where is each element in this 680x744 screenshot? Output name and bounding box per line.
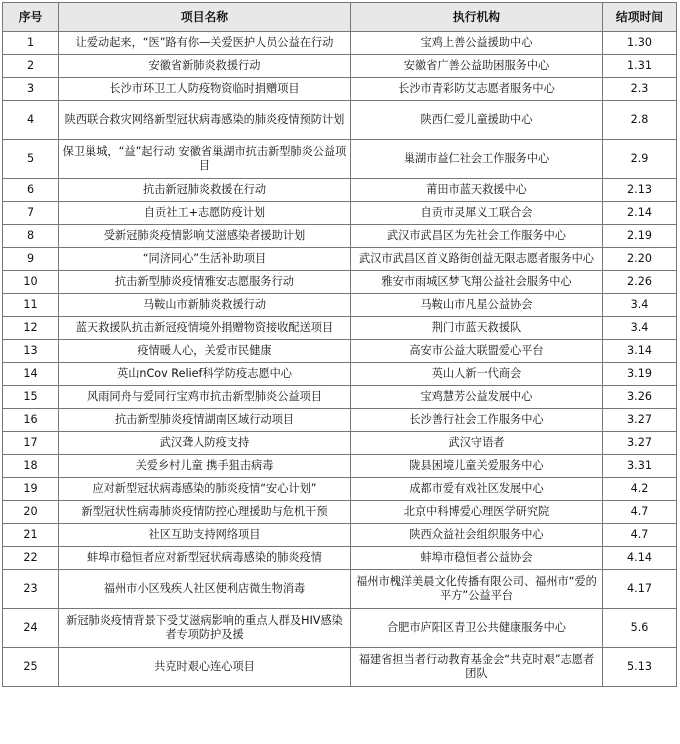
cell-index: 8 — [3, 225, 59, 248]
cell-project-name: 陕西联合救灾网络新型冠状病毒感染的肺炎疫情预防计划 — [59, 101, 351, 140]
cell-index: 17 — [3, 432, 59, 455]
cell-index: 15 — [3, 386, 59, 409]
cell-organization: 蚌埠市稳恒者公益协会 — [351, 547, 603, 570]
cell-completion-time: 3.26 — [603, 386, 677, 409]
cell-index: 13 — [3, 340, 59, 363]
cell-completion-time: 3.4 — [603, 317, 677, 340]
cell-organization: 宝鸡慧芳公益发展中心 — [351, 386, 603, 409]
cell-project-name: 受新冠肺炎疫情影响艾滋感染者援助计划 — [59, 225, 351, 248]
cell-project-name: 抗击新冠肺炎救援在行动 — [59, 179, 351, 202]
cell-completion-time: 4.7 — [603, 501, 677, 524]
table-row — [3, 648, 677, 687]
cell-project-name: 抗击新型肺炎疫情湖南区域行动项目 — [59, 409, 351, 432]
cell-project-name: 新型冠状性病毒肺炎疫情防控心理援助与危机干预 — [59, 501, 351, 524]
cell-completion-time: 1.30 — [603, 32, 677, 55]
cell-project-name: 保卫巢城，“益”起行动 安徽省巢湖市抗击新型肺炎公益项目 — [59, 140, 351, 179]
cell-index: 11 — [3, 294, 59, 317]
cell-project-name: 自贡社工+志愿防疫计划 — [59, 202, 351, 225]
cell-organization: 自贡市灵犀义工联合会 — [351, 202, 603, 225]
cell-index: 25 — [3, 648, 59, 687]
cell-organization: 雅安市雨城区梦飞翔公益社会服务中心 — [351, 271, 603, 294]
cell-project-name: 长沙市环卫工人防疫物资临时捐赠项目 — [59, 78, 351, 101]
cell-project-name: 马鞍山市新肺炎救援行动 — [59, 294, 351, 317]
cell-completion-time: 2.14 — [603, 202, 677, 225]
cell-organization: 高安市公益大联盟爱心平台 — [351, 340, 603, 363]
table-row — [3, 478, 677, 501]
table-row — [3, 271, 677, 294]
table-row — [3, 340, 677, 363]
table-row — [3, 501, 677, 524]
cell-index: 5 — [3, 140, 59, 179]
table-row — [3, 140, 677, 179]
cell-organization: 长沙市青彩防艾志愿者服务中心 — [351, 78, 603, 101]
cell-completion-time: 2.8 — [603, 101, 677, 140]
cell-organization: 武汉市武昌区首义路街创益无限志愿者服务中心 — [351, 248, 603, 271]
cell-organization: 陇县困境儿童关爱服务中心 — [351, 455, 603, 478]
cell-project-name: 疫情暖人心，关爱市民健康 — [59, 340, 351, 363]
table-row — [3, 78, 677, 101]
cell-index: 19 — [3, 478, 59, 501]
table-row — [3, 609, 677, 648]
cell-index: 16 — [3, 409, 59, 432]
cell-completion-time: 4.14 — [603, 547, 677, 570]
cell-project-name: 关爱乡村儿童 携手狙击病毒 — [59, 455, 351, 478]
table-row — [3, 386, 677, 409]
cell-completion-time: 3.27 — [603, 409, 677, 432]
cell-organization: 巢湖市益仁社会工作服务中心 — [351, 140, 603, 179]
cell-completion-time: 2.3 — [603, 78, 677, 101]
cell-index: 7 — [3, 202, 59, 225]
table-body — [3, 32, 677, 687]
cell-completion-time: 4.17 — [603, 570, 677, 609]
table-row — [3, 55, 677, 78]
table-row — [3, 294, 677, 317]
project-table — [2, 2, 677, 687]
table-row — [3, 225, 677, 248]
cell-organization: 武汉市武昌区为先社会工作服务中心 — [351, 225, 603, 248]
cell-completion-time: 2.26 — [603, 271, 677, 294]
cell-organization: 福建省担当者行动教育基金会“共克时艰”志愿者团队 — [351, 648, 603, 687]
cell-project-name: 风雨同舟与爱同行宝鸡市抗击新型肺炎公益项目 — [59, 386, 351, 409]
cell-index: 6 — [3, 179, 59, 202]
cell-organization: 福州市槐洋美晨文化传播有限公司、福州市“爱的平方”公益平台 — [351, 570, 603, 609]
cell-organization: 长沙善行社会工作服务中心 — [351, 409, 603, 432]
cell-project-name: 安徽省新肺炎救援行动 — [59, 55, 351, 78]
table-row — [3, 248, 677, 271]
table-row — [3, 32, 677, 55]
cell-organization: 陕西仁爱儿童援助中心 — [351, 101, 603, 140]
cell-project-name: 抗击新型肺炎疫情雅安志愿服务行动 — [59, 271, 351, 294]
cell-index: 9 — [3, 248, 59, 271]
cell-project-name: 英山nCov Relief科学防疫志愿中心 — [59, 363, 351, 386]
header-index: 序号 — [3, 3, 59, 32]
cell-completion-time: 2.9 — [603, 140, 677, 179]
header-completion-time: 结项时间 — [603, 3, 677, 32]
cell-index: 22 — [3, 547, 59, 570]
table-header-row — [3, 3, 677, 32]
cell-index: 24 — [3, 609, 59, 648]
cell-project-name: 应对新型冠状病毒感染的肺炎疫情“安心计划” — [59, 478, 351, 501]
cell-completion-time: 3.27 — [603, 432, 677, 455]
table-row — [3, 409, 677, 432]
cell-organization: 英山人新一代商会 — [351, 363, 603, 386]
cell-completion-time: 3.4 — [603, 294, 677, 317]
cell-index: 23 — [3, 570, 59, 609]
cell-organization: 莆田市蓝天救援中心 — [351, 179, 603, 202]
cell-index: 20 — [3, 501, 59, 524]
table-row — [3, 547, 677, 570]
cell-project-name: 蓝天救援队抗击新冠疫情境外捐赠物资接收配送项目 — [59, 317, 351, 340]
cell-index: 14 — [3, 363, 59, 386]
header-organization: 执行机构 — [351, 3, 603, 32]
table-row — [3, 524, 677, 547]
cell-project-name: 共克时艰心连心项目 — [59, 648, 351, 687]
project-table-container — [2, 2, 676, 687]
table-row — [3, 455, 677, 478]
cell-organization: 安徽省广善公益助困服务中心 — [351, 55, 603, 78]
cell-index: 3 — [3, 78, 59, 101]
cell-completion-time: 1.31 — [603, 55, 677, 78]
cell-organization: 成都市爱有戏社区发展中心 — [351, 478, 603, 501]
cell-project-name: 福州市小区残疾人社区便利店微生物消毒 — [59, 570, 351, 609]
table-row — [3, 363, 677, 386]
table-row — [3, 179, 677, 202]
cell-organization: 陕西众益社会组织服务中心 — [351, 524, 603, 547]
cell-project-name: 让爱动起来，“医”路有你—关爱医护人员公益在行动 — [59, 32, 351, 55]
cell-index: 12 — [3, 317, 59, 340]
table-row — [3, 101, 677, 140]
cell-project-name: 蚌埠市稳恒者应对新型冠状病毒感染的肺炎疫情 — [59, 547, 351, 570]
cell-index: 18 — [3, 455, 59, 478]
cell-completion-time: 4.2 — [603, 478, 677, 501]
cell-index: 21 — [3, 524, 59, 547]
cell-index: 2 — [3, 55, 59, 78]
cell-completion-time: 4.7 — [603, 524, 677, 547]
table-row — [3, 570, 677, 609]
cell-completion-time: 3.19 — [603, 363, 677, 386]
cell-organization: 北京中科博爱心理医学研究院 — [351, 501, 603, 524]
cell-completion-time: 5.13 — [603, 648, 677, 687]
cell-index: 4 — [3, 101, 59, 140]
cell-completion-time: 5.6 — [603, 609, 677, 648]
cell-index: 1 — [3, 32, 59, 55]
cell-project-name: 社区互助支持网络项目 — [59, 524, 351, 547]
cell-index: 10 — [3, 271, 59, 294]
cell-completion-time: 2.19 — [603, 225, 677, 248]
cell-organization: 宝鸡上善公益援助中心 — [351, 32, 603, 55]
table-row — [3, 317, 677, 340]
cell-completion-time: 2.13 — [603, 179, 677, 202]
cell-project-name: 武汉聋人防疫支持 — [59, 432, 351, 455]
table-row — [3, 202, 677, 225]
cell-organization: 合肥市庐阳区青卫公共健康服务中心 — [351, 609, 603, 648]
cell-completion-time: 2.20 — [603, 248, 677, 271]
cell-organization: 荆门市蓝天救援队 — [351, 317, 603, 340]
cell-completion-time: 3.31 — [603, 455, 677, 478]
header-project-name: 项目名称 — [59, 3, 351, 32]
cell-completion-time: 3.14 — [603, 340, 677, 363]
cell-project-name: 新冠肺炎疫情背景下受艾滋病影响的重点人群及HIV感染者专项防护及援 — [59, 609, 351, 648]
table-row — [3, 432, 677, 455]
cell-organization: 武汉守语者 — [351, 432, 603, 455]
cell-project-name: “同济同心”生活补助项目 — [59, 248, 351, 271]
cell-organization: 马鞍山市凡星公益协会 — [351, 294, 603, 317]
